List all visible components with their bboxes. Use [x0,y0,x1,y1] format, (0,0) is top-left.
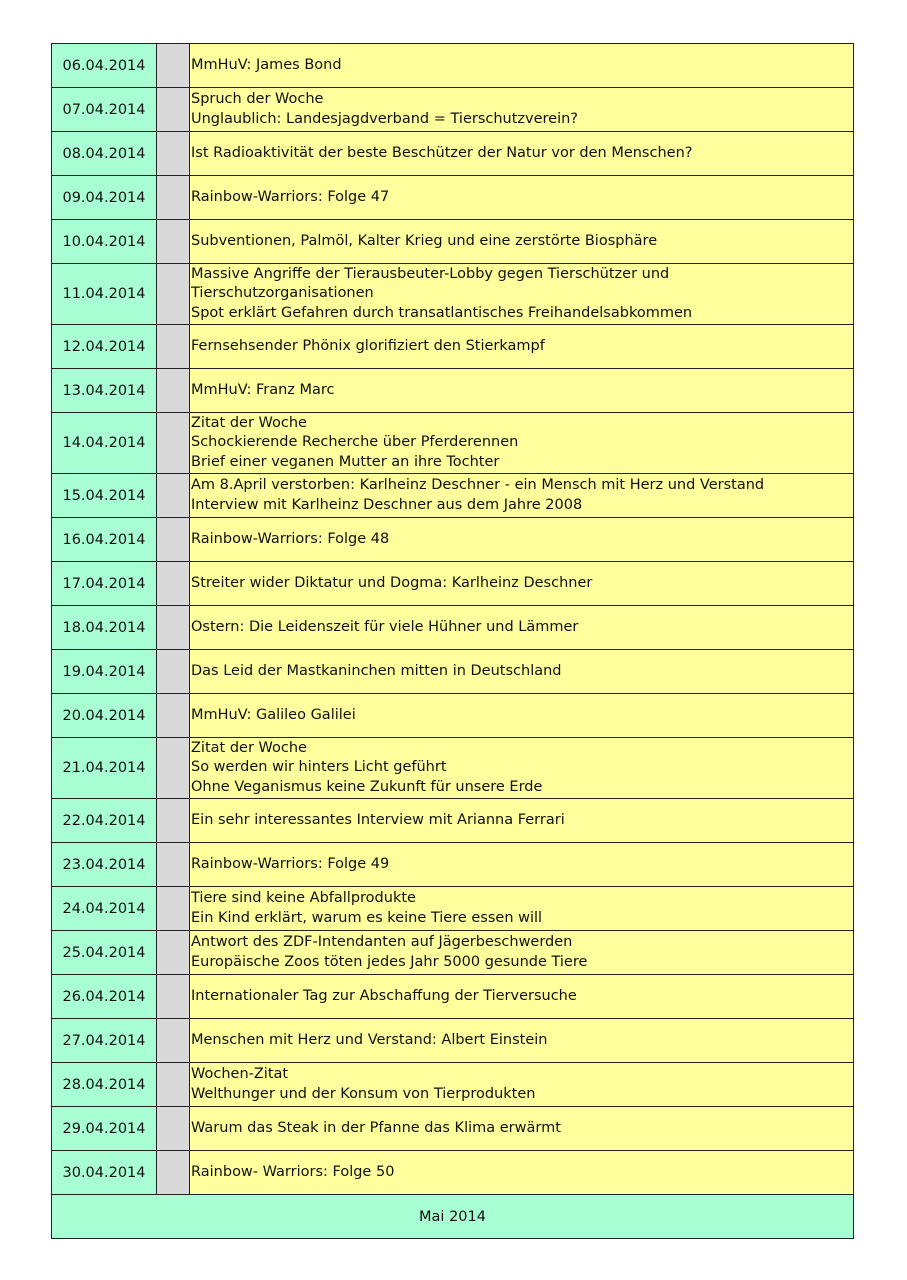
date-cell [51,88,157,131]
topic-cell [190,264,854,324]
topic-cell [190,799,854,842]
date-text: 15.04.2014 [62,487,146,504]
topic-cell [190,369,854,412]
topic-line: MmHuV: James Bond [191,56,342,73]
topic-line: Antwort des ZDF-Intendanten auf Jägerbeschwerden [191,934,573,950]
month-label: Mai 2014 [419,1208,486,1225]
marker-cell [157,694,190,737]
table-row [51,931,854,975]
topic-line: Schockierende Recherche über Pferderennen [191,434,519,451]
topic-line: Wochen-Zitat [191,1066,289,1082]
topic-line: Massive Angriffe der Tierausbeuter-Lobby gegen Tierschützer und [191,265,670,282]
topic-line: MmHuV: Franz Marc [191,381,335,398]
marker-cell [157,518,190,561]
topic-cell [190,1063,854,1106]
table-row [51,325,854,369]
marker-cell [157,132,190,175]
date-cell [51,518,157,561]
table-body [51,44,854,1195]
table-row [51,220,854,264]
topic-cell [190,413,854,473]
topic-cell [190,132,854,175]
topic-line: Interview mit Karlheinz Deschner aus dem Jahre 2008 [191,496,583,513]
date-cell [51,562,157,605]
topic-line: Rainbow- Warriors: Folge 50 [191,1163,395,1180]
date-cell [51,843,157,886]
topic-line: Streiter wider Diktatur und Dogma: Karlheinz Deschner [191,574,593,591]
topic-cell [190,1019,854,1062]
month-header [51,1195,854,1239]
table-row [51,176,854,220]
date-text: 18.04.2014 [62,619,146,636]
marker-cell [157,1063,190,1106]
topic-cell [190,562,854,605]
topic-line: Ostern: Die Leidenszeit für viele Hühner und Lämmer [191,618,579,635]
topic-line: Subventionen, Palmöl, Kalter Krieg und eine zerstörte Biosphäre [191,232,658,249]
date-cell [51,220,157,263]
marker-cell [157,220,190,263]
date-text: 22.04.2014 [62,812,146,829]
marker-cell [157,1151,190,1194]
table-row [51,1151,854,1195]
topic-line: Zitat der Woche [191,414,307,431]
date-text: 08.04.2014 [62,145,146,162]
date-cell [51,1107,157,1150]
topic-cell [190,975,854,1018]
table-row [51,843,854,887]
date-text: 06.04.2014 [62,57,146,74]
topic-cell [190,606,854,649]
topic-line: Rainbow-Warriors: Folge 49 [191,855,390,872]
date-text: 25.04.2014 [62,944,146,961]
date-cell [51,1019,157,1062]
marker-cell [157,1019,190,1062]
date-text: 17.04.2014 [62,575,146,592]
date-cell [51,650,157,693]
marker-cell [157,325,190,368]
date-cell [51,44,157,87]
topic-line: Internationaler Tag zur Abschaffung der Tierversuche [191,987,577,1004]
table-row [51,562,854,606]
date-cell [51,1063,157,1106]
date-cell [51,325,157,368]
date-cell [51,413,157,473]
topic-line: Spot erklärt Gefahren durch transatlantisches Freihandelsabkommen [191,304,693,321]
marker-cell [157,176,190,219]
table-row [51,799,854,843]
topic-cell [190,931,854,974]
date-cell [51,264,157,324]
marker-cell [157,650,190,693]
table-row [51,88,854,132]
date-text: 09.04.2014 [62,189,146,206]
marker-cell [157,887,190,930]
topic-cell [190,843,854,886]
date-text: 10.04.2014 [62,233,146,250]
topic-line: Ist Radioaktivität der beste Beschützer der Natur vor den Menschen? [191,144,693,161]
topic-line: Ein Kind erklärt, warum es keine Tiere essen will [191,909,543,926]
date-text: 12.04.2014 [62,338,146,355]
marker-cell [157,413,190,473]
table-row [51,694,854,738]
marker-cell [157,369,190,412]
table-row [51,606,854,650]
topic-cell [190,220,854,263]
marker-cell [157,843,190,886]
topic-line: Tiere sind keine Abfallprodukte [191,890,416,906]
topic-line: MmHuV: Galileo Galilei [191,706,356,723]
date-text: 13.04.2014 [62,382,146,399]
table-row [51,518,854,562]
topic-cell [190,694,854,737]
schedule-table [51,43,854,1239]
topic-cell [190,88,854,131]
topic-line: Menschen mit Herz und Verstand: Albert Einstein [191,1031,548,1048]
topic-line: Rainbow-Warriors: Folge 47 [191,188,390,205]
topic-cell [190,650,854,693]
date-text: 23.04.2014 [62,856,146,873]
date-text: 24.04.2014 [62,900,146,917]
marker-cell [157,264,190,324]
table-row [51,413,854,474]
table-row [51,887,854,931]
topic-cell [190,44,854,87]
table-row [51,1107,854,1151]
topic-line: Zitat der Woche [191,739,307,756]
topic-cell [190,1151,854,1194]
topic-line: Rainbow-Warriors: Folge 48 [191,530,390,547]
date-cell [51,694,157,737]
date-cell [51,606,157,649]
topic-line: So werden wir hinters Licht geführt [191,759,447,776]
topic-line: Unglaublich: Landesjagdverband = Tierschutzverein? [191,110,579,127]
date-text: 20.04.2014 [62,707,146,724]
date-text: 11.04.2014 [62,286,146,302]
marker-cell [157,799,190,842]
date-text: 21.04.2014 [62,760,146,776]
date-text: 30.04.2014 [62,1164,146,1181]
table-row [51,650,854,694]
date-text: 07.04.2014 [62,101,146,118]
marker-cell [157,562,190,605]
date-cell [51,1151,157,1194]
table-row [51,1063,854,1107]
date-text: 14.04.2014 [62,435,146,451]
date-text: 16.04.2014 [62,531,146,548]
marker-cell [157,88,190,131]
marker-cell [157,474,190,517]
date-cell [51,887,157,930]
marker-cell [157,975,190,1018]
topic-cell [190,325,854,368]
topic-line: Ein sehr interessantes Interview mit Arianna Ferrari [191,811,565,828]
topic-cell [190,518,854,561]
date-text: 19.04.2014 [62,663,146,680]
marker-cell [157,738,190,798]
table-row [51,975,854,1019]
date-cell [51,132,157,175]
topic-cell [190,176,854,219]
marker-cell [157,606,190,649]
topic-line: Das Leid der Mastkaninchen mitten in Deutschland [191,662,562,679]
date-cell [51,975,157,1018]
topic-line: Fernsehsender Phönix glorifiziert den Stierkampf [191,337,545,354]
table-row [51,369,854,413]
date-cell [51,176,157,219]
date-text: 27.04.2014 [62,1032,146,1049]
topic-line: Warum das Steak in der Pfanne das Klima erwärmt [191,1119,561,1136]
topic-line: Spruch der Woche [191,91,324,107]
marker-cell [157,931,190,974]
date-cell [51,931,157,974]
date-cell [51,799,157,842]
date-cell [51,738,157,798]
topic-line: Brief einer veganen Mutter an ihre Tochter [191,453,500,470]
date-text: 28.04.2014 [62,1076,146,1093]
table-row [51,132,854,176]
topic-cell [190,738,854,798]
topic-line: Europäische Zoos töten jedes Jahr 5000 gesunde Tiere [191,953,588,970]
topic-line: Am 8.April verstorben: Karlheinz Deschner - ein Mensch mit Herz und Verstand [191,477,765,493]
topic-line: Ohne Veganismus keine Zukunft für unsere Erde [191,778,543,795]
topic-line: Tierschutzorganisationen [191,285,374,302]
date-cell [51,474,157,517]
table-row [51,44,854,88]
table-row [51,474,854,518]
marker-cell [157,44,190,87]
topic-cell [190,474,854,517]
topic-cell [190,1107,854,1150]
date-cell [51,369,157,412]
table-row [51,264,854,325]
marker-cell [157,1107,190,1150]
date-text: 26.04.2014 [62,988,146,1005]
date-text: 29.04.2014 [62,1120,146,1137]
table-row [51,1019,854,1063]
topic-line: Welthunger und der Konsum von Tierprodukten [191,1085,536,1102]
table-row [51,738,854,799]
topic-cell [190,887,854,930]
